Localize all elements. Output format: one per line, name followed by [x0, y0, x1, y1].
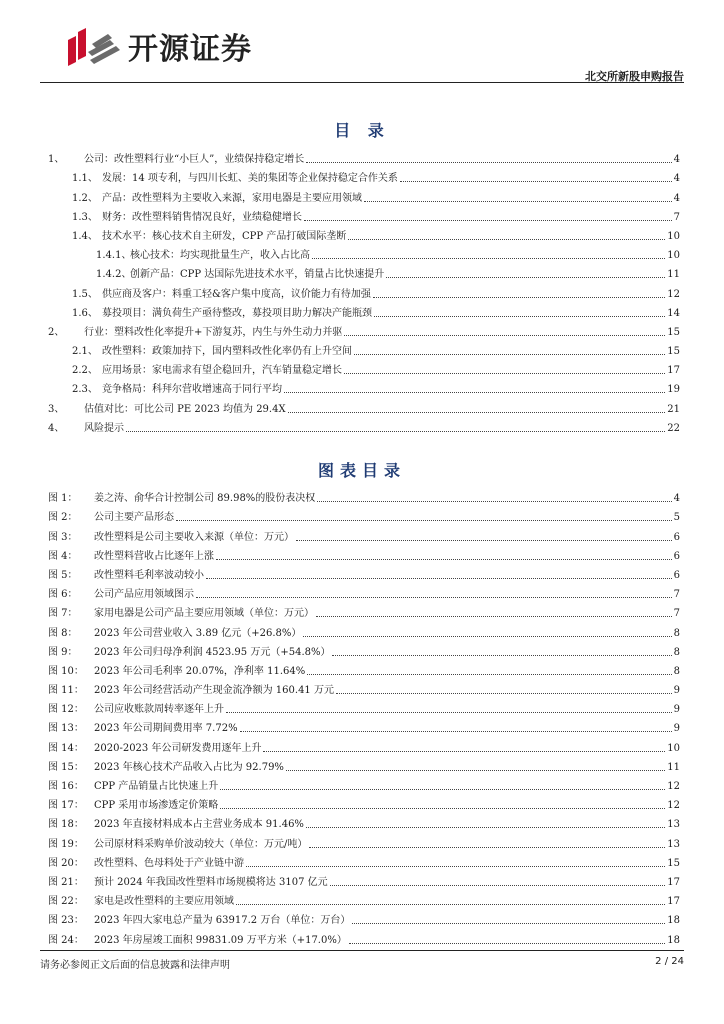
toc-entry-text: 估值对比：可比公司 PE 2023 均值为 29.4X [84, 403, 286, 415]
dot-leader [344, 335, 665, 336]
figure-entry-number: 图 17： [48, 800, 84, 812]
toc-entry-text: 改性塑料：政策加持下，国内塑料改性化率仍有上升空间 [102, 346, 352, 358]
figure-entry-text: 姜之涛、俞华合计控制公司 89.98%的股份表决权 [94, 493, 316, 505]
dot-leader [349, 943, 665, 944]
figure-entry[interactable] [40, 582, 680, 601]
toc-entry-number: 1.4.1、 [96, 250, 132, 262]
toc-entry[interactable] [40, 416, 680, 435]
dot-leader [386, 277, 665, 278]
page-header [40, 18, 684, 83]
figure-entry-number: 图 24： [48, 934, 84, 946]
toc-entry-text: 风险提示 [84, 422, 124, 434]
toc-entry-page: 10 [667, 250, 680, 262]
toc-entry-text: 产品：改性塑料为主要收入来源，家用电器是主要应用领域 [102, 192, 362, 204]
figure-entry[interactable] [40, 505, 680, 524]
dot-leader [330, 885, 666, 886]
figure-entry-page: 17 [667, 896, 680, 908]
toc-entry-page: 4 [673, 173, 680, 185]
dot-leader [296, 540, 672, 541]
figure-entry-page: 6 [673, 569, 680, 581]
toc-title: 目 录 [334, 121, 390, 140]
dot-leader [176, 520, 672, 521]
logo-text: 开源证券 [128, 32, 252, 67]
toc-entry-text: 创新产品：CPP 达国际先进技术水平，销量占比快速提升 [130, 269, 385, 281]
figure-entry-text: 预计 2024 年我国改性塑料市场规模将达 3107 亿元 [94, 876, 328, 888]
figure-entry-page: 13 [667, 838, 680, 850]
dot-leader [316, 616, 672, 617]
toc-entry-page: 4 [673, 154, 680, 166]
figure-entry[interactable] [40, 544, 680, 563]
toc-entry-text: 供应商及客户：料重工轻&客户集中度高，议价能力有待加强 [102, 288, 371, 300]
figure-entry-number: 图 7： [48, 608, 78, 620]
toc-entry-number: 1.3、 [72, 211, 98, 223]
dot-leader [309, 847, 665, 848]
figure-entry-text: 公司产品应用领域图示 [94, 589, 194, 601]
figure-entry-number: 图 14： [48, 742, 84, 754]
dot-leader [317, 501, 671, 502]
figure-entry-page: 17 [667, 876, 680, 888]
figure-entry-page: 8 [673, 646, 680, 658]
toc-entry-page: 7 [673, 211, 680, 223]
figure-entry-text: 2023 年公司归母净利润 4523.95 万元（+54.8%） [94, 646, 331, 658]
figures-title: 图表目录 [317, 461, 406, 480]
figure-entry-page: 6 [673, 531, 680, 543]
figure-entry-page: 10 [667, 742, 680, 754]
figure-entry-text: CPP 产品销量占比快速上升 [94, 781, 219, 792]
toc-entry[interactable] [40, 320, 680, 339]
figure-entry-number: 图 15： [48, 761, 84, 773]
dot-leader [236, 904, 665, 905]
toc-entry[interactable] [40, 301, 680, 320]
dot-leader [304, 220, 672, 221]
figure-entry-page: 11 [667, 761, 680, 773]
figure-entry-text: 公司应收账款周转率逐年上升 [94, 704, 224, 716]
figure-entry[interactable] [40, 755, 680, 774]
toc-entry[interactable] [40, 281, 680, 300]
figure-entry-page: 12 [667, 800, 680, 812]
toc-entry[interactable] [40, 243, 680, 262]
toc-entry-number: 4、 [48, 422, 65, 434]
dot-leader [306, 162, 671, 163]
figure-entry-text: 2023 年公司营业收入 3.89 亿元（+26.8%） [94, 627, 302, 639]
dot-leader [307, 674, 671, 675]
page-number: 2 / 24 [655, 956, 684, 967]
dot-leader [240, 731, 672, 732]
toc-entry[interactable] [40, 224, 680, 243]
figure-entry[interactable] [40, 735, 680, 754]
toc-entry-page: 15 [667, 326, 680, 338]
figure-entry-page: 7 [673, 608, 680, 620]
figure-entry[interactable] [40, 678, 680, 697]
dot-leader [220, 808, 665, 809]
toc-entry-page: 11 [667, 269, 680, 281]
figure-entry-text: 2023 年核心技术产品收入占比为 92.79% [94, 761, 284, 773]
figure-entry-text: 2023 年四大家电总产量为 63917.2 万台（单位：万台） [94, 915, 351, 927]
toc-entry-number: 2.2、 [72, 365, 98, 377]
dot-leader [373, 297, 665, 298]
figure-entry-number: 图 22： [48, 896, 84, 908]
figure-entry-number: 图 21： [48, 876, 84, 888]
figure-entry-text: 家电是改性塑料的主要应用领域 [94, 896, 234, 908]
dot-leader [352, 923, 665, 924]
dot-leader [126, 431, 665, 432]
toc-entry-page: 12 [667, 288, 680, 300]
figure-entry-number: 图 2： [48, 512, 78, 524]
toc-entry-number: 1.4.2、 [96, 269, 132, 281]
toc-entry[interactable] [40, 147, 680, 166]
figure-entry-page: 18 [667, 915, 680, 927]
figure-entry-number: 图 3： [48, 531, 78, 543]
figure-entry[interactable] [40, 563, 680, 582]
toc-entry[interactable] [40, 377, 680, 396]
figure-entry-number: 图 16： [48, 781, 84, 792]
toc-entry-page: 15 [667, 346, 680, 358]
figure-entry-number: 图 10： [48, 665, 84, 677]
figure-entry[interactable] [40, 640, 680, 659]
figure-entry-page: 15 [667, 857, 680, 869]
figure-entry[interactable] [40, 851, 680, 870]
dot-leader [286, 770, 665, 771]
figure-entry-page: 18 [667, 934, 680, 946]
toc-entry-number: 2.3、 [72, 384, 98, 396]
figure-entry-page: 8 [673, 627, 680, 639]
figure-entry-page: 4 [673, 493, 680, 505]
dot-leader [400, 181, 672, 182]
figure-entry-text: 2023 年房屋竣工面积 99831.09 万平方米（+17.0%） [94, 934, 347, 946]
toc-entry-number: 1.1、 [72, 173, 98, 185]
figure-entry-text: 公司主要产品形态 [94, 512, 174, 524]
dot-leader [206, 578, 672, 579]
toc-entry[interactable] [40, 358, 680, 377]
figure-entry-page: 12 [667, 781, 680, 792]
figure-entry-number: 图 18： [48, 819, 84, 831]
toc-entry-text: 公司：改性塑料行业“小巨人”，业绩保持稳定增长 [84, 154, 305, 166]
toc-entry[interactable] [40, 339, 680, 358]
toc-entry-number: 1、 [48, 154, 65, 166]
figure-entry[interactable] [40, 831, 680, 850]
header-divider [40, 82, 684, 83]
figure-entry-text: 改性塑料营收占比逐年上涨 [94, 550, 214, 562]
figure-entry-number: 图 20： [48, 857, 84, 869]
footer-divider [40, 950, 684, 951]
figure-entry-page: 9 [673, 685, 680, 697]
report-type: 北交所新股申购报告 [585, 70, 684, 83]
figure-entry[interactable] [40, 774, 680, 793]
toc-entry[interactable] [40, 396, 680, 415]
toc-entry[interactable] [40, 205, 680, 224]
dot-leader [312, 258, 665, 259]
figure-entry-page: 13 [667, 819, 680, 831]
figure-entry-text: 改性塑料毛利率波动较小 [94, 569, 204, 581]
figure-entry-page: 5 [673, 512, 680, 524]
figure-entry[interactable] [40, 697, 680, 716]
toc-entry-text: 竞争格局：科拜尔营收增速高于同行平均 [102, 384, 282, 396]
toc-entry-number: 1.4、 [72, 230, 98, 242]
figure-entry-page: 6 [673, 550, 680, 562]
toc-entry-number: 1.5、 [72, 288, 98, 300]
figure-entry[interactable] [40, 716, 680, 735]
toc-entry-page: 17 [667, 365, 680, 377]
dot-leader [348, 239, 665, 240]
company-logo [64, 22, 252, 70]
dot-leader [306, 827, 665, 828]
figure-entry[interactable] [40, 812, 680, 831]
figure-entry-page: 9 [673, 704, 680, 716]
figure-entry-text: 改性塑料、色母料处于产业链中游 [94, 857, 244, 869]
figure-entry-number: 图 8： [48, 627, 78, 639]
figure-entry[interactable] [40, 524, 680, 543]
figure-entry[interactable] [40, 793, 680, 812]
figure-entry[interactable] [40, 870, 680, 889]
toc-entry-page: 4 [673, 192, 680, 204]
figure-entry[interactable] [40, 927, 680, 946]
dot-leader [344, 373, 665, 374]
toc-entry-page: 10 [667, 230, 680, 242]
figure-entry-number: 图 5： [48, 569, 78, 581]
dot-leader [196, 597, 672, 598]
figure-entry-number: 图 4： [48, 550, 78, 562]
toc-entry[interactable] [40, 185, 680, 204]
figure-entry-text: 2023 年公司期间费用率 7.72% [94, 723, 238, 735]
figure-entry-page: 7 [673, 589, 680, 601]
figure-entry[interactable] [40, 620, 680, 639]
toc-entry-text: 技术水平：核心技术自主研发，CPP 产品打破国际垄断 [102, 230, 347, 242]
toc-entry-text: 募投项目：满负荷生产亟待整改，募投项目助力解决产能瓶颈 [102, 307, 372, 319]
kaiyuan-logo-icon [64, 22, 126, 70]
toc-entry-text: 发展：14 项专利，与四川长虹、美的集团等企业保持稳定合作关系 [102, 173, 398, 185]
dot-leader [364, 201, 672, 202]
dot-leader [354, 354, 665, 355]
toc-entry-text: 应用场景：家电需求有望企稳回升，汽车销量稳定增长 [102, 365, 342, 377]
figure-entry-text: 2023 年直接材料成本占主营业务成本 91.46% [94, 819, 304, 831]
figure-entry[interactable] [40, 486, 680, 505]
dot-leader [336, 693, 672, 694]
dot-leader [332, 655, 671, 656]
figure-entry-number: 图 11： [48, 685, 84, 697]
toc-entry-number: 2.1、 [72, 346, 98, 358]
toc-entry-text: 核心技术：均实现批量生产，收入占比高 [130, 250, 310, 262]
toc-entry-number: 3、 [48, 403, 65, 415]
figure-entry-number: 图 6： [48, 589, 78, 601]
figure-entry[interactable] [40, 889, 680, 908]
toc-entry-page: 14 [667, 307, 680, 319]
figure-entry-number: 图 23： [48, 915, 84, 927]
figure-entry-text: 家用电器是公司产品主要应用领域（单位：万元） [94, 608, 314, 620]
dot-leader [303, 636, 671, 637]
figure-entry-number: 图 12： [48, 704, 84, 716]
toc-entry-page: 19 [667, 384, 680, 396]
figure-entry-number: 图 1： [48, 493, 78, 505]
figure-entry[interactable] [40, 659, 680, 678]
dot-leader [246, 866, 665, 867]
dot-leader [374, 316, 665, 317]
figure-entry-text: 改性塑料是公司主要收入来源（单位：万元） [94, 531, 294, 543]
dot-leader [284, 392, 665, 393]
dot-leader [263, 751, 665, 752]
dot-leader [288, 412, 666, 413]
footer-disclaimer: 请务必参阅正文后面的信息披露和法律声明 [40, 960, 230, 971]
dot-leader [226, 712, 672, 713]
figure-entry-page: 8 [673, 665, 680, 677]
figure-entry-text: CPP 采用市场渗透定价策略 [94, 800, 219, 812]
figure-entry-number: 图 9： [48, 646, 78, 658]
toc-list [40, 147, 680, 435]
figure-entry-text: 2023 年公司经营活动产生现金流净额为 160.41 万元 [94, 685, 334, 697]
toc-entry-text: 财务：改性塑料销售情况良好，业绩稳健增长 [102, 211, 302, 223]
figures-list [40, 486, 680, 947]
figure-entry[interactable] [40, 601, 680, 620]
toc-entry-number: 1.6、 [72, 307, 98, 319]
figure-entry[interactable] [40, 908, 680, 927]
toc-entry[interactable] [40, 262, 680, 281]
figure-entry-text: 2023 年公司毛利率 20.07%，净利率 11.64% [94, 665, 306, 677]
figure-entry-number: 图 19： [48, 838, 84, 850]
toc-entry-page: 21 [667, 403, 680, 415]
dot-leader [220, 789, 665, 790]
toc-entry-text: 行业：塑料改性化率提升+下游复苏，内生与外生动力并驱 [84, 326, 343, 338]
figure-entry-text: 公司原材料采购单价波动较大（单位：万元/吨） [94, 838, 308, 850]
toc-entry-page: 22 [667, 422, 680, 434]
toc-entry-number: 2、 [48, 326, 65, 338]
figure-entry-number: 图 13： [48, 723, 84, 735]
figure-entry-page: 9 [673, 723, 680, 735]
toc-entry-number: 1.2、 [72, 192, 98, 204]
toc-entry[interactable] [40, 166, 680, 185]
dot-leader [216, 559, 672, 560]
figure-entry-text: 2020-2023 年公司研发费用逐年上升 [94, 742, 262, 754]
